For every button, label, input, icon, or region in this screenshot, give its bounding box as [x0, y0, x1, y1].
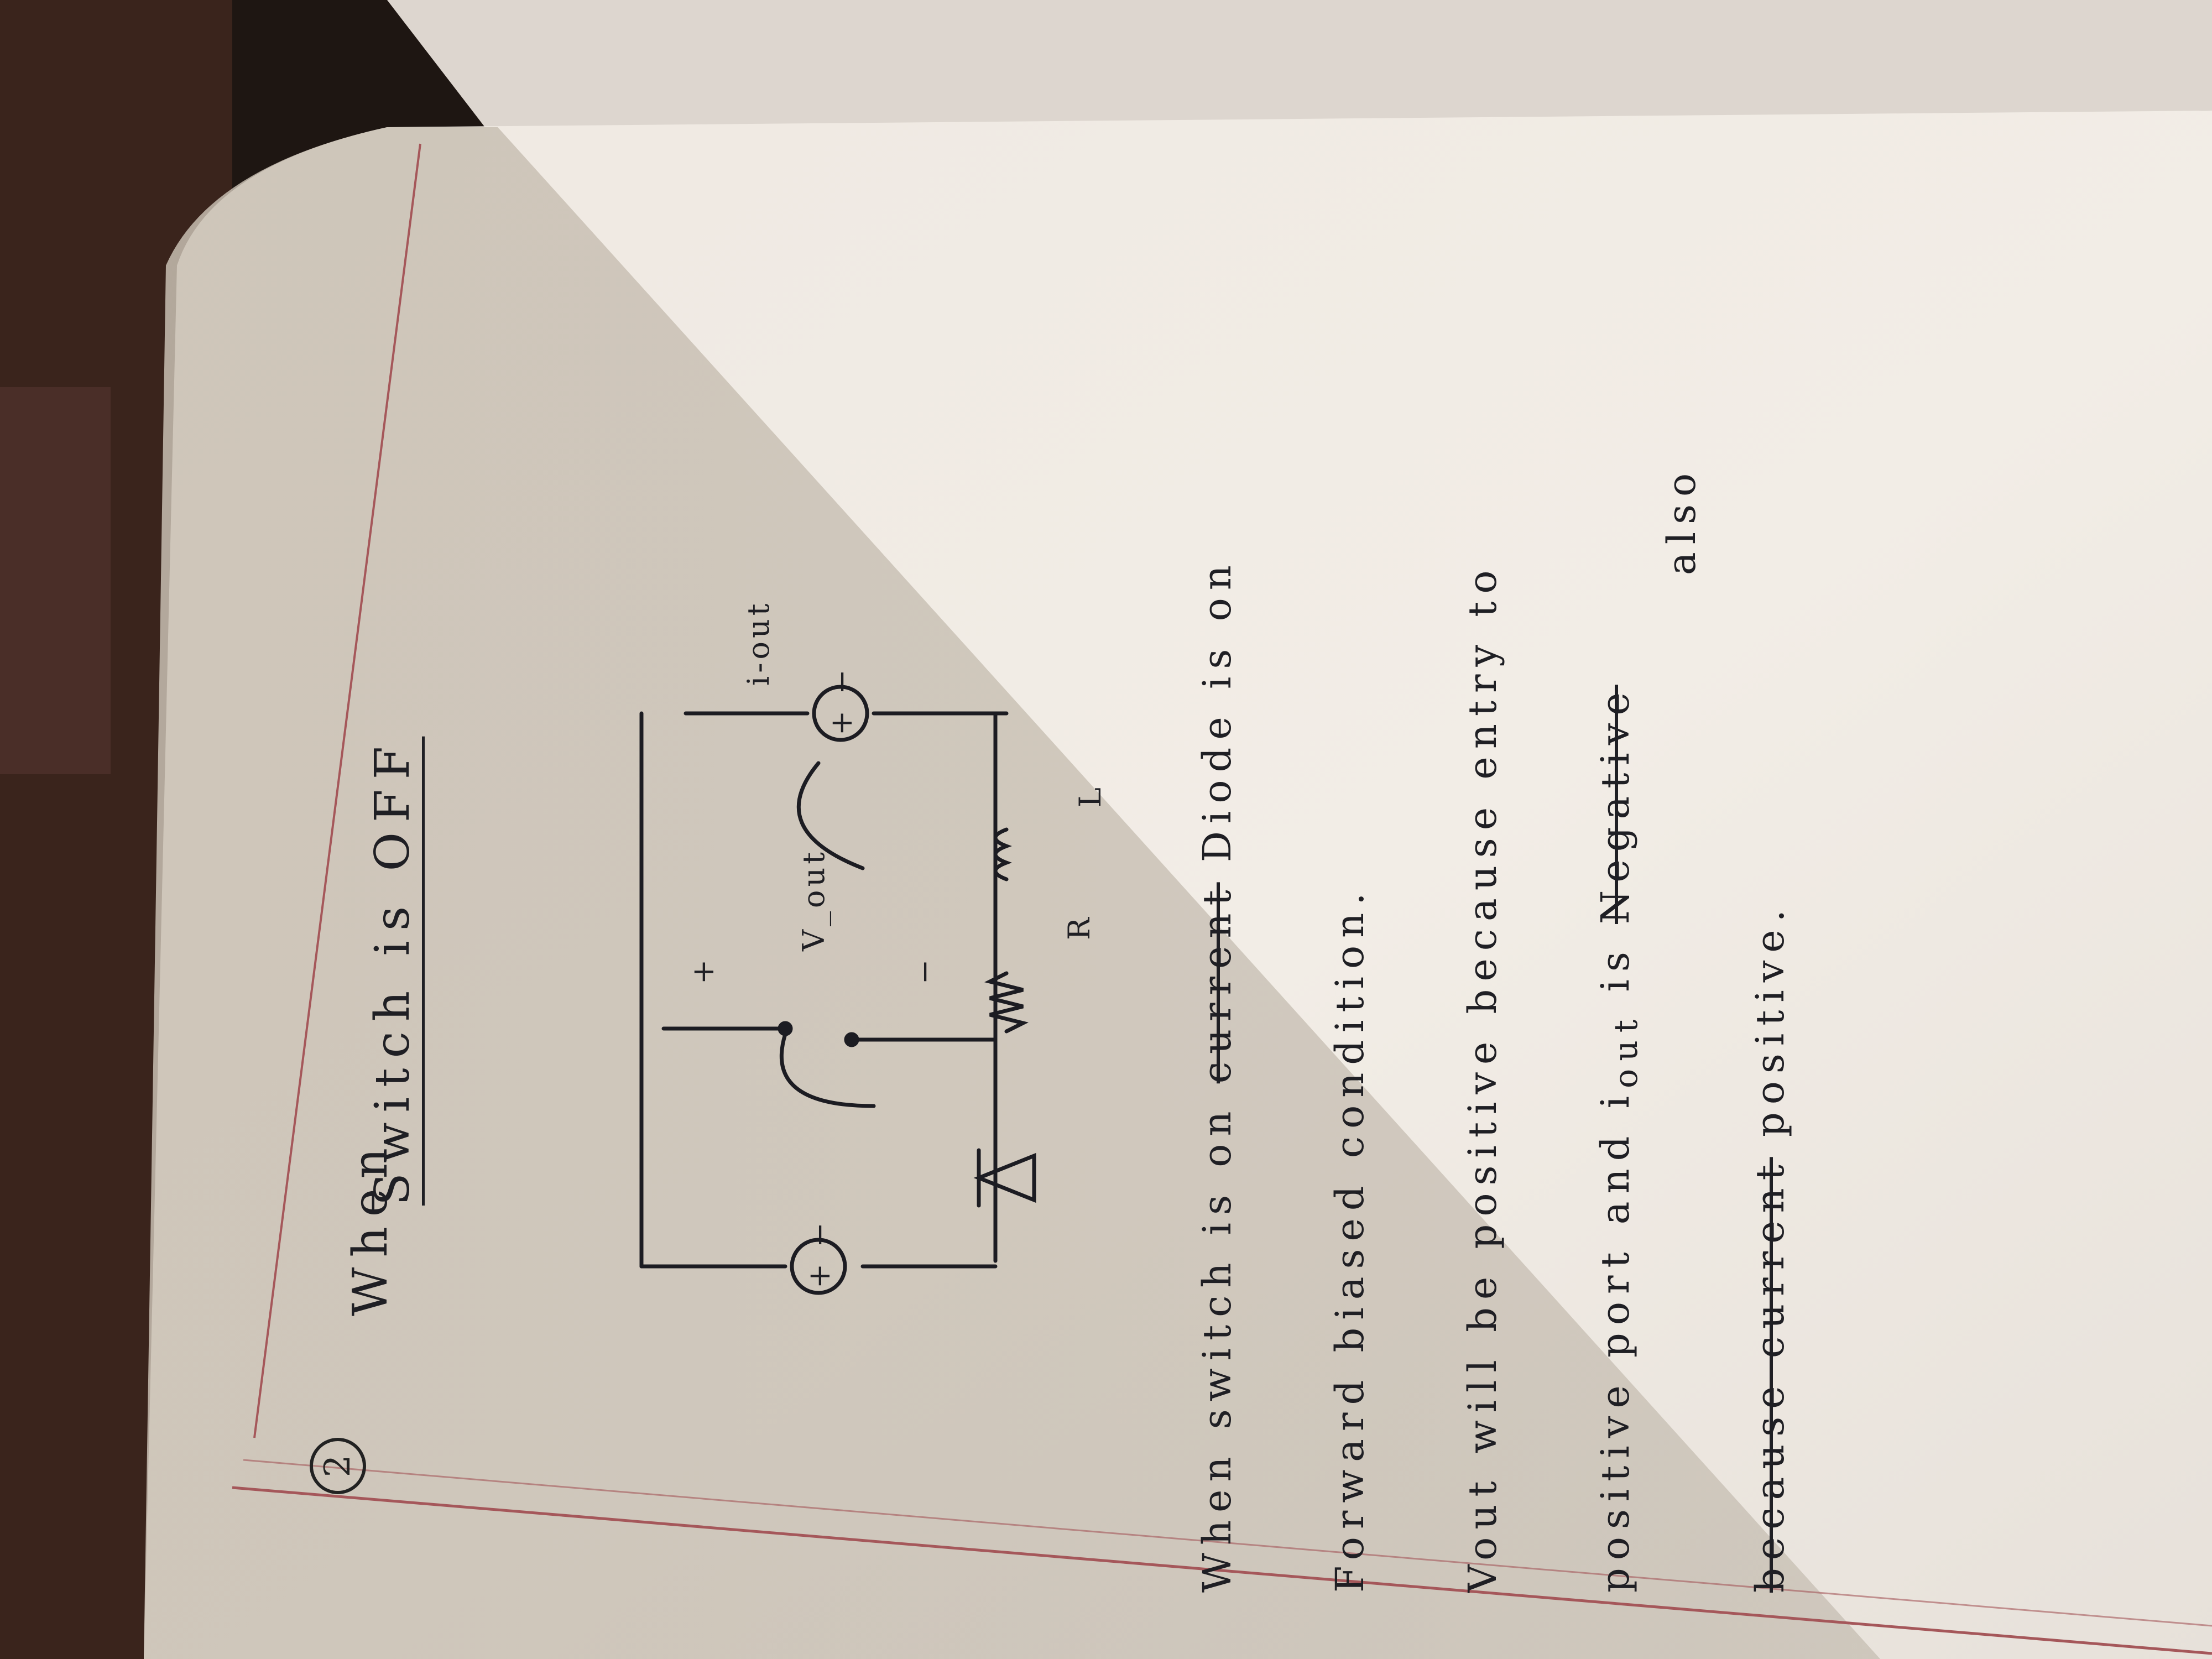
line-6 — [1747, 902, 1793, 1593]
source-right-label: + − — [824, 666, 859, 735]
line-2-text: Forward biased condition. — [1327, 885, 1373, 1593]
switch-node-2 — [846, 1034, 857, 1045]
line-3-text: Vout will be positive because entry to — [1460, 562, 1505, 1593]
line-3 — [1460, 562, 1505, 1593]
question-number: 2 — [310, 1438, 366, 1494]
line-5 — [1659, 466, 1704, 575]
line-4-struck: Negative — [1593, 685, 1638, 924]
circuit-vout: V_out — [796, 849, 831, 951]
line-6-struck: because current — [1747, 1157, 1793, 1593]
line-1-text: When switch is on — [1194, 1103, 1240, 1593]
circuit-minus: − — [907, 956, 942, 984]
circuit-plus: + — [686, 956, 721, 984]
source-left-label: + − — [802, 1219, 837, 1288]
line-4-sub: out — [1607, 1011, 1645, 1088]
circuit-l: L — [1073, 784, 1108, 807]
circuit-iout: i-out — [741, 600, 776, 686]
line-4-after: is — [1593, 944, 1638, 1012]
switch-node — [780, 1023, 791, 1034]
line-4 — [1593, 685, 1645, 1593]
line-1 — [1194, 557, 1240, 1593]
line-6-text: positive. — [1747, 902, 1793, 1138]
heading-prefix: When — [343, 1138, 398, 1316]
heading-phrase: Switch is OFF — [365, 736, 420, 1206]
circuit-r: R — [1062, 914, 1097, 940]
line-1-rest: Diode is on — [1194, 557, 1240, 863]
line-4-text: positive port and i — [1593, 1088, 1638, 1593]
line-5-text: also — [1659, 465, 1704, 575]
line-2 — [1327, 885, 1373, 1593]
line-1-struck: current — [1194, 882, 1240, 1084]
